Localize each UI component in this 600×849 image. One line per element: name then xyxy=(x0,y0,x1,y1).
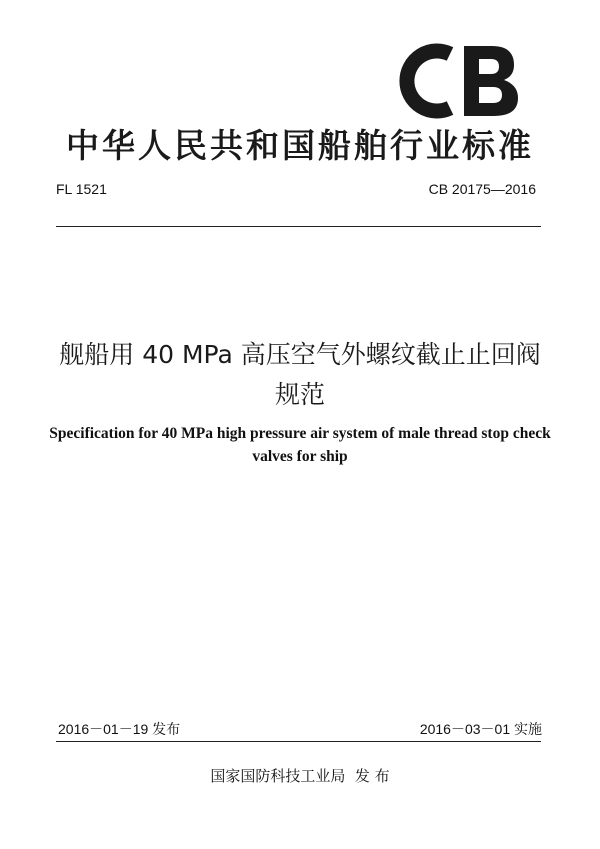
title-en-line1: Specification for 40 MPa high pressure air system of male thread stop check xyxy=(49,425,551,442)
header-divider xyxy=(56,226,541,227)
issue-date: 2016－01－19 发布 xyxy=(58,721,181,737)
ics-code: FL 1521 xyxy=(56,181,107,197)
standard-code: CB 20175—2016 xyxy=(428,181,536,197)
title-en-line2: valves for ship xyxy=(252,448,348,465)
standard-name: 中华人民共和国船舶行业标准 xyxy=(66,126,534,165)
title-zh-line1: 舰船用 40 MPa 高压空气外螺纹截止止回阀 xyxy=(59,340,541,369)
implement-date: 2016－03－01 实施 xyxy=(419,721,542,737)
footer-divider xyxy=(56,741,541,742)
title-zh-line2: 规范 xyxy=(274,380,325,409)
issuer: 国家国防科技工业局 发 布 xyxy=(210,767,390,785)
cb-logo xyxy=(392,40,524,122)
